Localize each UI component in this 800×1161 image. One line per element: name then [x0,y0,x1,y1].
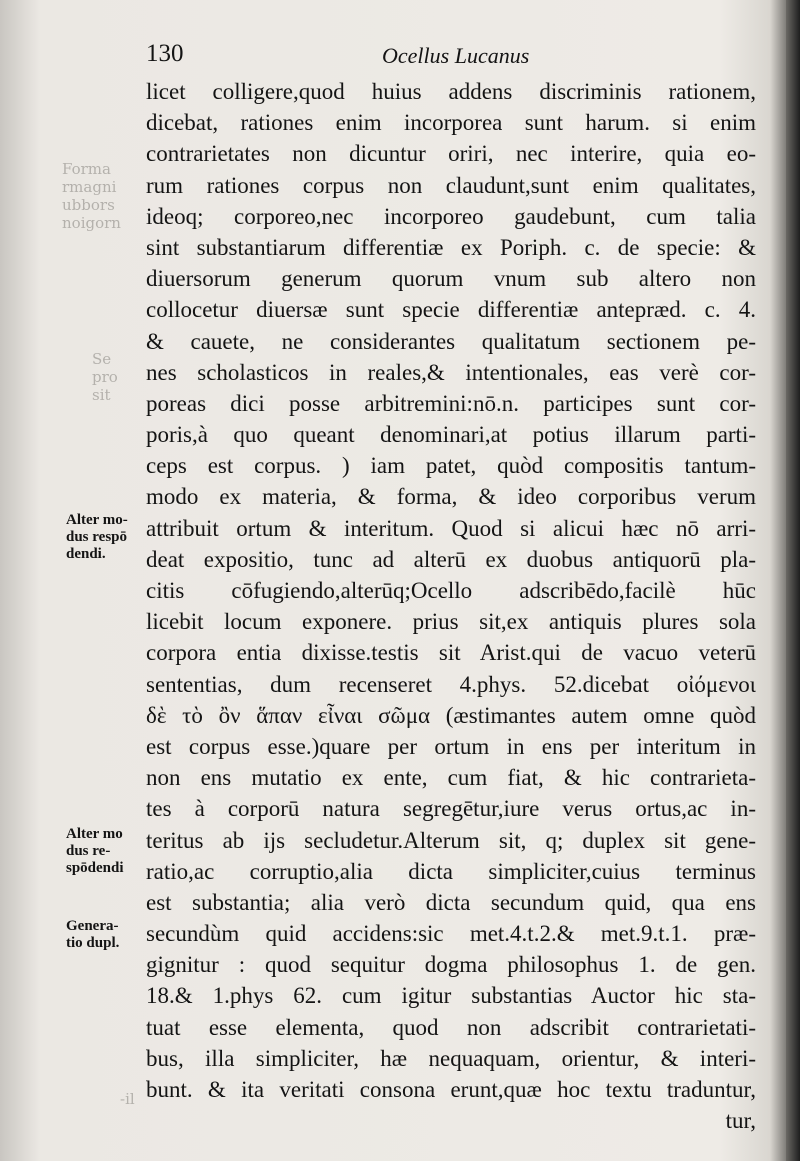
margin-note-alter-modus-2: Alter mo dus re- spōdendi [66,826,124,876]
body-line: tuat esse elementa, quod non adscribit contrarietati- [146,1014,756,1040]
body-line: δὲ τὸ ὂν ἅπαν εἶναι σῶμα (æstimantes autem omne quòd [146,702,756,728]
body-line: ceps est corpus. ) iam patet, quòd compositis tantum- [146,453,756,479]
body-line: sint substantiarum differentiæ ex Poriph. c. de specie: & [146,234,756,260]
page-header [146,40,746,72]
body-line: ideoq; corporeo,nec incorporeo gaudebunt, cum talia [146,203,756,229]
body-line: licet colligere,quod huius addens discriminis rationem, [146,79,756,104]
body-line: citis cōfugiendo,alterūq;Ocello adscribēdo,facilè hūc [146,578,756,603]
body-line: collocetur diuersæ sunt specie differentiæ antepræd. c. 4. [146,297,756,323]
bleed-through-text: Se pro sit [92,350,118,404]
body-line: bunt. & ita veritati consona erunt,quæ hoc textu traduntur, [146,1077,756,1102]
running-title: Ocellus Lucanus [382,43,530,68]
body-line: rum rationes corpus non claudunt,sunt enim qualitates, [146,172,756,198]
body-line: sententias, dum recenseret 4.phys. 52.dicebat οἰόμενοι [146,671,756,697]
bleed-through-text: -il [120,1090,135,1108]
body-line: diuersorum generum quorum vnum sub altero non [146,266,756,292]
body-line: 18.& 1.phys 62. cum igitur substantias Auctor hic sta- [146,983,756,1009]
body-line: teritus ab ijs secludetur.Alterum sit, q; duplex sit gene- [146,827,756,853]
body-line: ratio,ac corruptio,alia dicta simpliciter,cuius terminus [146,858,756,884]
body-line: corpora entia dixisse.testis sit Arist.qui de vacuo veterū [146,640,756,666]
page-number: 130 [146,40,184,67]
margin-note-generatio-dupl: Genera- tio dupl. [66,918,120,951]
body-line: est corpus esse.)quare per ortum in ens per interitum in [146,733,756,759]
body-line: licebit locum exponere. prius sit,ex antiquis plures sola [146,609,756,635]
body-line: non ens mutatio ex ente, cum fiat, & hic contrarieta- [146,765,756,791]
body-line: attribuit ortum & interitum. Quod si alicui hæc nō arri- [146,515,756,541]
body-line: poreas dici posse arbitremini:nō.n. participes sunt cor- [146,390,756,416]
body-text [146,76,756,1136]
bleed-through-text: Forma rmagni ubbors noigorn [62,160,121,232]
body-line-catchword: tur, [725,1108,756,1134]
body-line: dicebat, rationes enim incorporea sunt harum. si enim [146,110,756,136]
margin-note-alter-modus-1: Alter mo- dus respō dendi. [66,512,128,562]
body-line: nes scholasticos in reales,& intentionales, eas verè cor- [146,359,756,385]
body-line: gignitur : quod sequitur dogma philosophus 1. de gen. [146,952,756,978]
body-line: contrarietates non dicuntur oriri, nec interire, quia eo- [146,141,756,167]
body-line: modo ex materia, & forma, & ideo corporibus verum [146,484,756,510]
body-line: bus, illa simpliciter, hæ nequaquam, orientur, & interi- [146,1045,756,1071]
body-line: & cauete, ne considerantes qualitatum sectionem pe- [146,328,756,354]
body-line: est substantia; alia verò dicta secundum quid, qua ens [146,889,756,915]
body-line: secundùm quid accidens:sic met.4.t.2.& met.9.t.1. præ- [146,921,756,947]
body-line: poris,à quo queant denominari,at potius illarum parti- [146,422,756,448]
body-line: deat expositio, tunc ad alterū ex duobus antiquorū pla- [146,546,756,572]
book-gutter-shadow [786,0,800,1161]
body-line: tes à corporū natura segregētur,iure verus ortus,ac in- [146,796,756,822]
